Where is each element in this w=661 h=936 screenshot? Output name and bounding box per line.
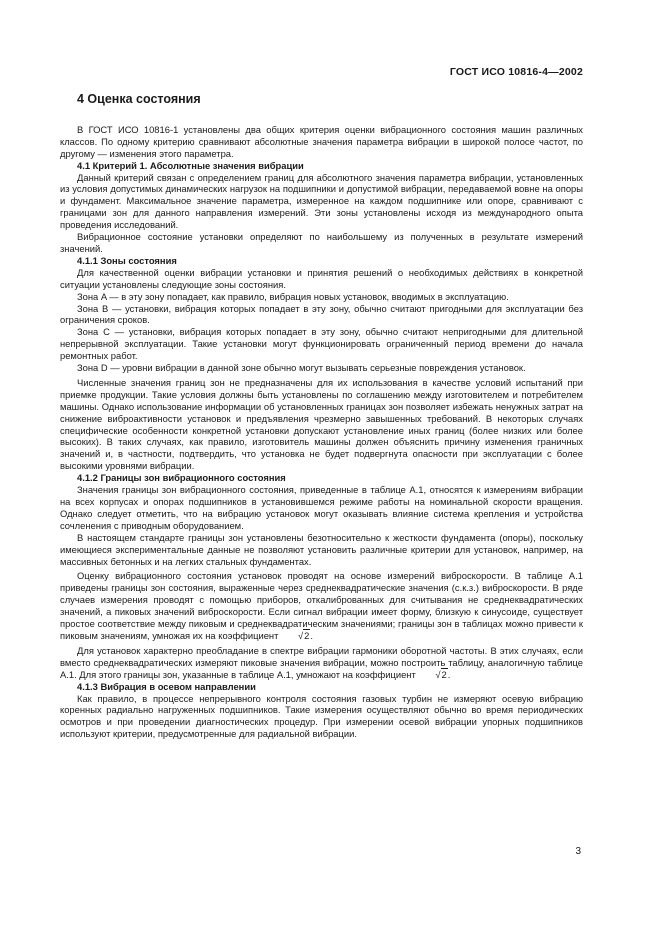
radicand-2: 2 (441, 668, 447, 680)
s412-paragraph-1: Значения границы зон вибрационного состояния, приведенные в таблице А.1, относятся к измерениям вибрации на всех корпусах и опорах подшипников в установившемся режиме работы на номинальной скорости вращения. Однако следует отметить, что на вибрацию установок могут оказывать влияние система крепления и устройства сочленения с приводным оборудованием. (60, 484, 583, 531)
radical-sign-2: √ (435, 668, 441, 680)
zone-a-paragraph: Зона A — в эту зону попадает, как правило, вибрация новых установок, вводимых в эксплуатацию. (77, 290, 509, 302)
section-title: 4 Оценка состояния (77, 92, 201, 106)
page-number: 3 (575, 846, 581, 857)
s412-paragraph-3-text: Оценку вибрационного состояния установок проводят на основе измерений виброскорости. В таблице А.1 приведены границы зон состояния, выраженные через среднеквадратические значения (с.к.з.) виброскорости. В ряде случаев измерения проводят с помощью приборов, откалиброванных для считывания не среднеквадратических значений, а пиковых значений виброскорости. Если сигнал вибрации имеет форму, близкую к синусоиде, существует простое соответствие между пиковым и среднеквадратическим значениями; границы зон в таблицах можно привести к пиковым значениям, умножая их на коэффициент (60, 570, 583, 641)
document-header: ГОСТ ИСО 10816-4—2002 (449, 66, 583, 78)
sqrt-two-formula-2 (418, 669, 447, 681)
zone-d-paragraph: Зона D — уровни вибрации в данной зоне обычно могут вызывать серьезные повреждения установок. (77, 362, 526, 374)
s413-paragraph-1: Как правило, в процессе непрерывного контроля состояния газовых турбин не измеряют осевую вибрацию коренных радиально нагруженных подшипников. Такие измерения осуществляют обычно во время периодических осмотров и при проведении диагностических процедур. При измерении осевой вибрации упорных подшипников используют критерии, предусмотренные для радиальной вибрации. (60, 692, 583, 740)
sqrt-two-formula (281, 630, 310, 642)
zone-b-paragraph: Зона B — установки, вибрация которых попадает в эту зону, обычно считают пригодными для эксплуатации без ограничения сроков. (60, 302, 583, 326)
radicand: 2 (304, 629, 310, 641)
intro-paragraph: В ГОСТ ИСО 10816-1 установлены два общих критерия оценки вибрационного состояния машин различных классов. По одному критерию сравнивают абсолютные значения параметра вибрации в широкой полосе частот, по другому — изменения этого параметра. (60, 123, 583, 159)
s412-paragraph-2: В настоящем стандарте границы зон установлены безотносительно к жесткости фундамента (опоры), поскольку имеющиеся экспериментальные данные не позволяют установить различные критерии для установок, например, на массивных бетонных и на легких стальных фундаментах. (60, 531, 583, 567)
s411-paragraph-2: Численные значения границ зон не предназначены для их использования в качестве условий испытаний при приемке продукции. Такие условия должны быть установлены по соглашению между изготовителем и потребителем машины. Однако использование информации об установленных границах зон позволяет избежать ненужных затрат на снижение виброактивности установок и предъявления чрезмерно завышенных требований. В некоторых случаях специфические особенности конкретной установки допускают установление иных границ (более низких или более высоких). В таких случаях, как правило, изготовитель машины должен объяснить причину изменения граничных значений и, в частности, подтвердить, что установка не будет подвергнута опасности при эксплуатации с более высокими уровнями вибрации. (60, 376, 583, 472)
s412-paragraph-4-text: Для установок характерно преобладание в спектре вибрации гармоники оборотной частоты. В этих случаях, если вместо среднеквадратических измеряют пиковые значения вибрации, можно построить таблицу, аналогичную таблице А.1. Для этого границы зон, указанные в таблице А.1, умножают на коэффициент (60, 644, 583, 680)
subsection-4-1-3-title: 4.1.3 Вибрация в осевом направлении (77, 680, 256, 692)
zone-c-paragraph: Зона C — установки, вибрация которых попадает в эту зону, обычно считают непригодными для длительной непрерывной эксплуатации. Такие установки могут функционировать ограниченный период времени до начала ремонтных работ. (60, 326, 583, 362)
radical-sign: √ (298, 629, 304, 641)
subsection-4-1-2-title: 4.1.2 Границы зон вибрационного состояния (77, 472, 286, 484)
s411-paragraph-1: Для качественной оценки вибрации установки и принятия решений о необходимых действиях в конкретной ситуации установлены следующие зоны состояния. (60, 266, 583, 290)
subsection-4-1-1-title: 4.1.1 Зоны состояния (77, 254, 177, 266)
s412-paragraph-3: Оценку вибрационного состояния установок проводят на основе измерений виброскорости. В таблице А.1 приведены границы зон состояния, выраженные через среднеквадратические значения (с.к.з.) виброскорости. В ряде случаев измерения проводят с помощью приборов, откалиброванных для считывания не среднеквадратических значений, а пиковых значений виброскорости. Если сигнал вибрации имеет форму, близкую к синусоиде, существует простое соответствие между пиковым и среднеквадратическим значениями; границы зон в таблицах можно привести к пиковым значениям, умножая их на коэффициент √2. (60, 570, 583, 641)
s41-paragraph-2: Вибрационное состояние установки определяют по наибольшему из полученных в результате измерений значений. (60, 231, 583, 254)
s412-paragraph-4: Для установок характерно преобладание в спектре вибрации гармоники оборотной частоты. В этих случаях, если вместо среднеквадратических измеряют пиковые значения вибрации, можно построить таблицу, аналогичную таблице А.1. Для этого границы зон, указанные в таблице А.1, умножают на коэффициент √2. (60, 644, 583, 680)
document-body (60, 94, 583, 740)
subsection-4-1-title: 4.1 Критерий 1. Абсолютные значения вибрации (77, 159, 304, 171)
s41-paragraph-1: Данный критерий связан с определением границ для абсолютного значения параметра вибрации, установленных из условия допустимых динамических нагрузок на подшипники и допустимой вибрации, передаваемой вовне на опоры и фундамент. Максимальное значение параметра, измеренное на каждом подшипнике или опоре, сравнивают с границами зон для данного направления измерений. Эти зоны установлены исходя из международного опыта проведения исследований. (60, 171, 583, 231)
